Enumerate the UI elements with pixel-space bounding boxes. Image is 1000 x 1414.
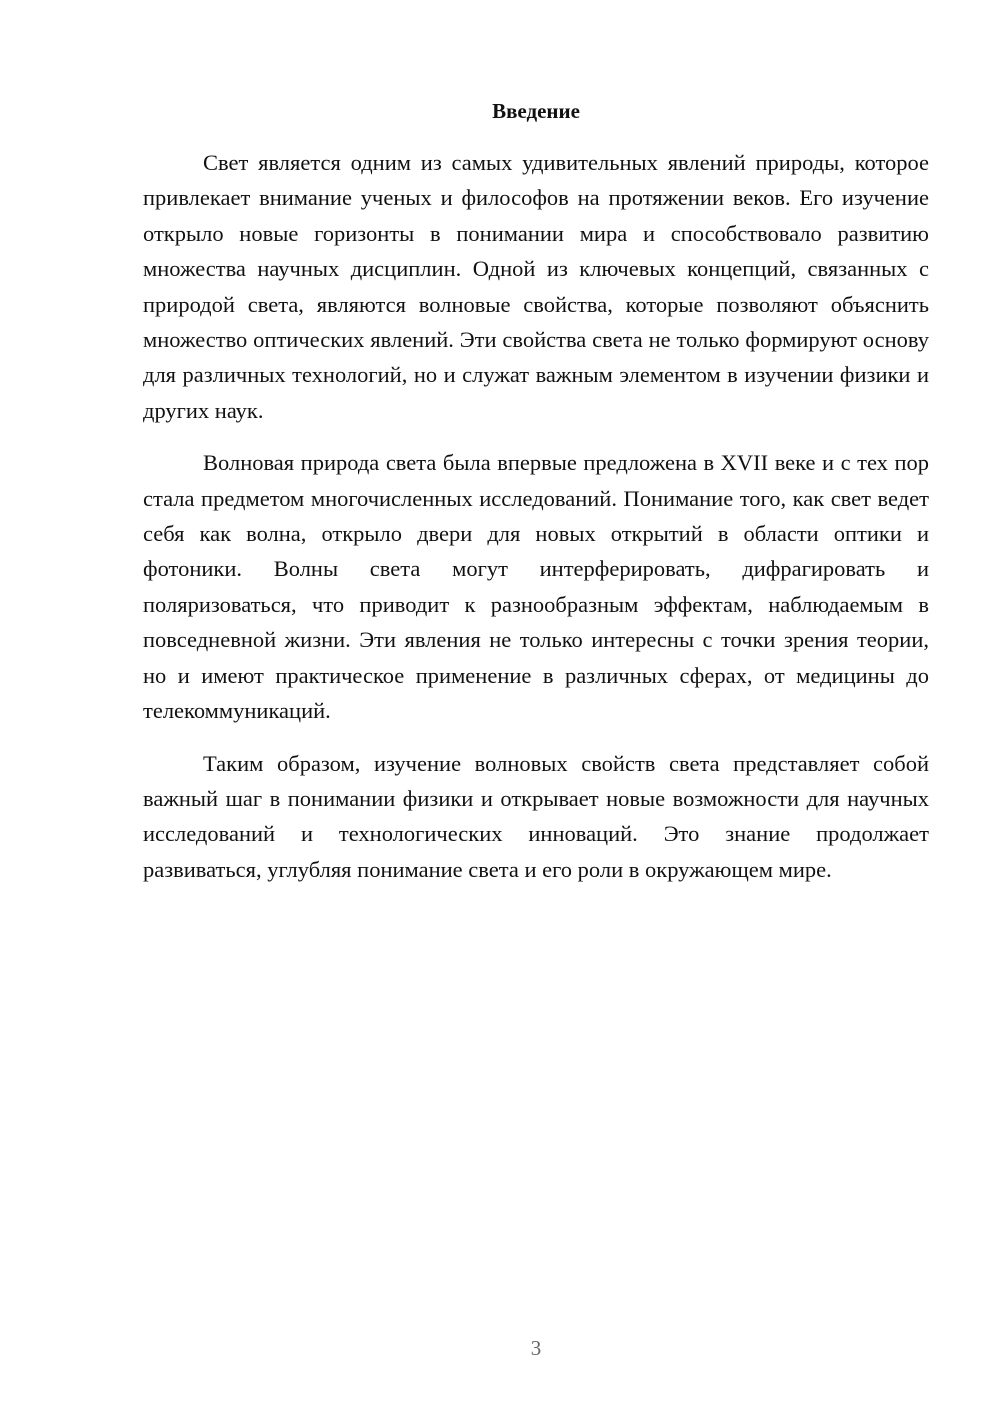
page-number: 3 <box>530 1336 542 1360</box>
page-title: Введение <box>492 99 580 123</box>
paragraph-2: Волновая природа света была впервые предложена в XVII веке и с тех пор стала предметом многочисленных исследований. Понимание того, как свет ведет себя как волна, открыло двери для новых открытий в области оптики и фотоники. Волны света могут интерферировать, дифрагировать и поляризоваться, что приводит к разнообразным эффектам, наблюдаемым в повседневной жизни. Эти явления не только интересны с точки зрения теории, но и имеют практическое применение в различных сферах, от медицины до телекоммуникаций. <box>143 450 929 724</box>
paragraph-1: Свет является одним из самых удивительных явлений природы, которое привлекает внимание ученых и философов на протяжении веков. Его изучение открыло новые горизонты в понимании мира и способствовало развитию множества научных дисциплин. Одной из ключевых концепций, связанных с природой света, являются волновые свойства, которые позволяют объяснить множество оптических явлений. Эти свойства света не только формируют основу для различных технологий, но и служат важным элементом в изучении физики и других наук. <box>143 150 929 423</box>
paragraph-3: Таким образом, изучение волновых свойств света представляет собой важный шаг в понимании физики и открывает новые возможности для научных исследований и технологических инноваций. Это знание продолжает развиваться, углубляя понимание света и его роли в окружающем мире. <box>143 750 929 882</box>
body-text <box>143 145 929 904</box>
